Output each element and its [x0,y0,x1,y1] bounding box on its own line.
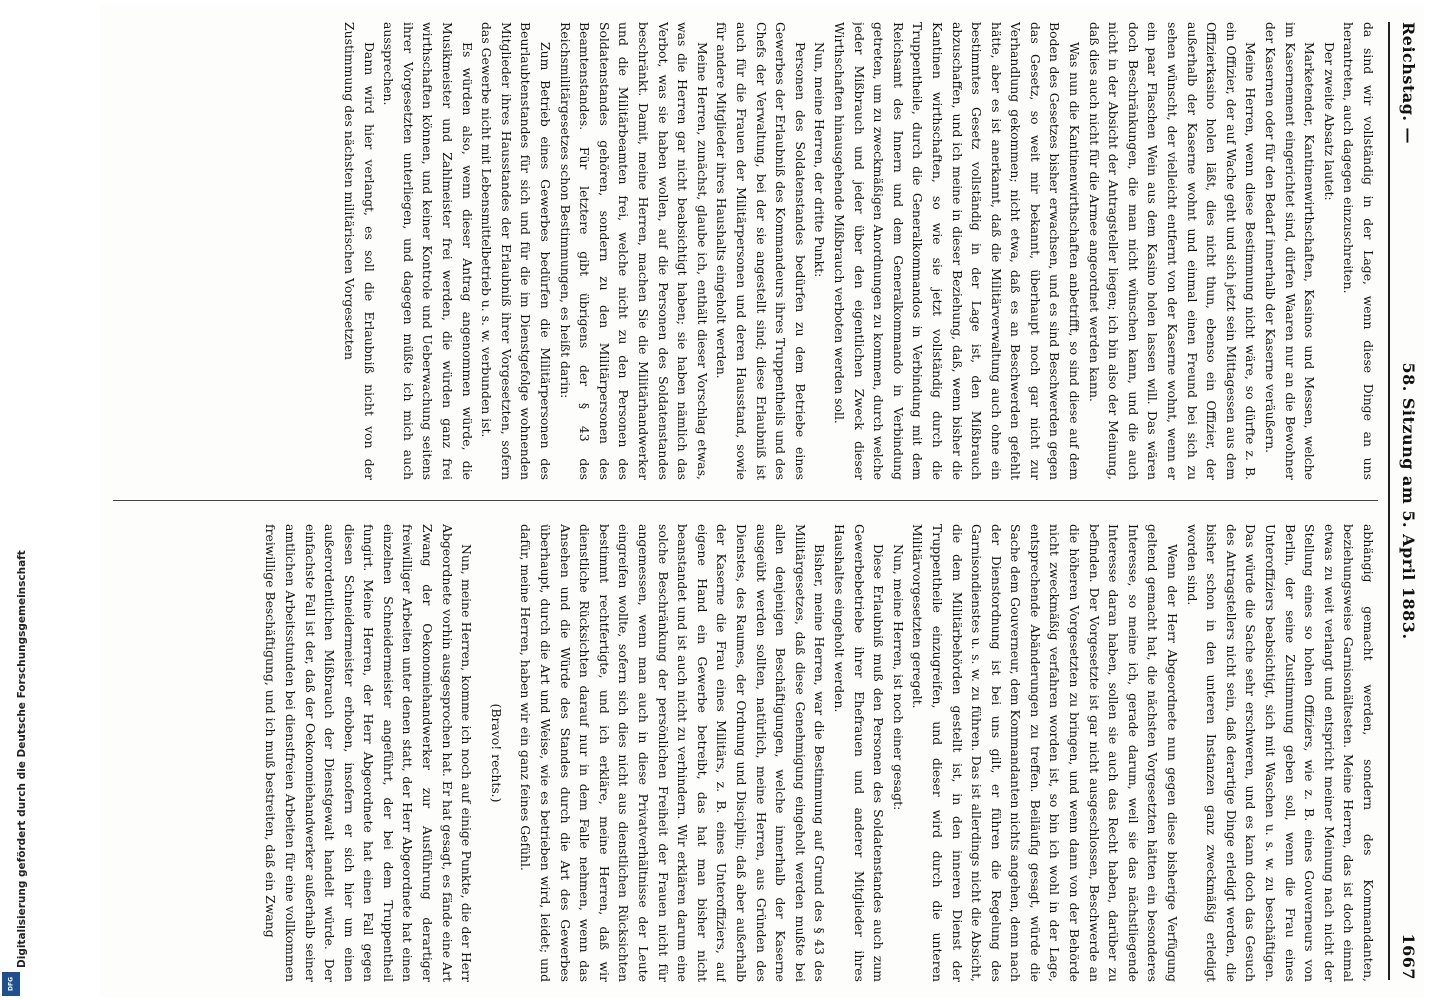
dfg-logo-icon: DFG [2,972,20,996]
paragraph: Meine Herren, wenn diese Bestimmung nicht wäre, so dürfte z. B. ein Offizier, der auf Wache geht und sich jetzt sein Mittagessen aus dem Offizierkasino holen läßt, dies nicht thun, ebenso ein Offizier, der außerhalb der Kaserne wohnt und einmal einen Freund bei sich zu sehen wünscht, der vielleicht entfernt von der Kaserne wohnt, wenn er ein paar Flaschen Wein aus dem Kasino holen lassen will. Das wären doch Beschränkungen, die man nicht wünschen kann, und die auch nicht in der Absicht der Antragsteller liegen; ich bin also der Meinung, daß dies auch nicht für die Armee angeordnet werden kann. [1086,22,1259,480]
page-number: 1667 [1399,933,1418,980]
paragraph: Bisher, meine Herren, war die Bestimmung auf Grund des § 43 des Militärgesetzes, daß diese Genehmigung eingeholt werden mußte bei allen denjenigen Beschäftigungen, welche innerhalb der Kaserne ausgeübt werden sollten, natürlich, meine Herren, aus Gründen des Dienstes, des Raumes, der Ordnung und Disciplin; daß aber außerhalb der Kaserne die Frau eines Militärs, z. B. eines Unteroffiziers, auf eigene Hand ein Gewerbe betreibt, das hat man bisher nicht beanstandet und ist auch nicht zu verhindern. Wir erklären darum eine solche Beschränkung der persönlichen Freiheit der Frauen nicht für angemessen, wenn man auch in diese Privatverhältnisse der Leute eingreifen wollte, sofern sich dies nicht aus dienstlichen Rücksichten bestimmt rechtfertigte, und ich erkläre, meine Herren, daß wir dienstliche Rücksichten darauf nur in dem Falle nehmen, wenn das Ansehen und die Würde des Standes durch die Art des Gewerbes überhaupt, durch die Art und Weise, wie es betrieben wird, leidet; und dafür, meine Herren, haben wir ein ganz feines Gefühl. [518,524,828,982]
paragraph: (Bravo! rechts.) [488,703,504,803]
paragraph: da sind wir vollständig in der Lage, wenn diese Dinge an uns herantreten, auch dagegen einzuschreiten. [1341,22,1376,480]
page-header [1394,22,1418,980]
paragraph: Der zweite Absatz lautet: [1321,42,1337,201]
paragraph: Nun, meine Herren, der dritte Punkt: [812,42,828,278]
paragraph: Wenn der Herr Abgeordnete nun gegen diese bisherige Verfügung geltend gemacht hat, die nächsten Vorgesetzten hätten ein besonderes Interesse, so meine ich, gerade darum, weil sie das nächstliegende Interesse daran haben, sollen sie auch das Recht haben, darüber zu befinden. Der Vorgesetzte ist gar nicht ausgeschlossen, Beschwerde an die höheren Vorgesetzten zu bringen, und wenn dann von der Behörde nicht zweckmäßig verfahren worden ist, so bin ich wohl in der Lage, entsprechende Abänderungen zu treffen. Beiläufig gesagt, würde die Sache dem Gouverneur, dem Kommandanten nichts angehen, denn nach der Dienstordnung ist bei uns gilt, er führen die Regelung des Garnisondienstes u. s. w. zu führen. Das ist allerdings nicht die Absicht, die dem Militärbehörden gestellt ist, in den inneren Dienst der Truppentheile einzugreifen, und dieser wird durch die unteren Militärvorgesetzten geregelt. [910,524,1181,982]
paragraph: Nun, meine Herren, ist noch einer gesagt: [890,544,906,811]
header-title: 58. Sitzung am 5. April 1883. [1399,362,1418,640]
paragraph: Nun, meine Herren, komme ich noch auf einige Punkte, die der Herr Abgeordnete vorhin ausgesprochen hat. Er hat gesagt, es fände eine Art Zwang der Oekonomiehandwerker zur Ausführung derartiger freiwilliger Arbeiten unter denen statt, der Herr Abgeordnete hat einen einzelnen Schneidermeister angeführt, der bei dem Truppentheil fungirt. Meine Herren, der Herr Abgeordnete hat einen Fall gegen diesen Schneidermeister erhoben, insofern er sich hier um einen außerordentlichen Mißbrauch der Dienstgewalt handelt würde. Der einfachste Fall ist der, daß der Oekonomiehandwerker außerhalb seiner amtlichen Arbeitsstunden bei dienstfreien Arbeiten für eine vollkommen freiwillige Beschäftigung, und ich muß bestreiten, daß ein Zwang [263,524,475,982]
left-column [113,22,1378,480]
paragraph: Dann wird hier verlangt, es soll die Erlaubniß nicht von der Zustimmung des nächsten militärischen Vorgesetzten [342,22,377,480]
header-left: Reichstag. — [1399,22,1418,145]
header-rule [1388,22,1390,980]
scanned-page [100,4,1424,998]
paragraph: Was nun die Kantinenwirthschaften anbetrifft, so sind diese auf dem Boden des Gesetzes bisher erwachsen, und es sind Beschwerden gegen das Gesetz, so weit mir bekannt, überhaupt noch gar nicht zur Verhandlung gekommen; nicht etwa, daß es an Beschwerden gefehlt hätte, aber es ist anerkannt, daß die Militärverwaltung auch ohne ein bestimmtes Gesetz vollständig in der Lage ist, den Mißbrauch abzuschaffen, und ich meine in dieser Beziehung, daß, wenn bisher die Kantinen wirthschaften, so wie sie jetzt vollständig durch die Truppentheile, durch die Generalkommandos in Verbindung mit dem Reichsamt des Innern und dem Generalkommando in Verbindung getreten, um zu zweckmäßigen Anordnungen zu kommen, durch welche jeder Mißbrauch und jeder über den eigentlichen Zweck dieser Wirthschaften hinausgehende Mißbrauch verboten werden soll. [831,22,1083,480]
paragraph: Zum Betrieb eines Gewerbes bedürfen die Militärpersonen des Beurlaubtenstandes für sich und für die im Dienstgefolge wohnenden Mitglieder ihres Hausstandes der Erlaubniß ihrer Vorgesetzten, sofern das Gewerbe nicht mit Lebensmittelbetrieb u. s. w. verbunden ist. [479,22,554,480]
paragraph: Meine Herren, zunächst, glaube ich, enthält dieser Vorschlag etwas, was die Herren gar nicht beabsichtigt haben; sie haben nämlich das Verbot, was sie haben wollen, auf die Personen des Soldatenstandes beschränkt. Damit, meine Herren, machen Sie die Militärhandwerker und die Militärbeamten frei, welche nicht zu den Personen des Soldatenstandes gehören, sondern zu den Militärpersonen des Beamtenstandes. Für letztere gibt übrigens der § 43 des Reichsmilitärgesetzes schon Bestimmungen, es heißt darin: [557,22,710,480]
digitization-strip [0,0,28,1000]
paragraph: Marketender, Kantinenwirthschaften, Kasinos und Messen, welche im Kasernement eingerichtet sind, dürfen Waaren nur an die Bewohner der Kasernen oder für den Bedarf innerhalb der Kaserne veräußern. [1263,22,1318,480]
column-divider [113,500,1378,501]
paragraph: abhängig gemacht werden, sondern des Kommandanten, beziehungsweise Garnisonältesten. Meine Herren, das ist doch einmal etwas zu weit verlangt und entspricht meiner Meinung nach nicht der Stellung eines so hohen Offiziers, wie z. B. eines Gouverneurs von Berlin, der seine Zustimmung geben soll, wenn die Frau eines Unteroffiziers beabsichtigt, sich mit Waschen u. s. w. zu beschäftigen. Das würde die Sache sehr erschweren, und es kann doch das Gesuch des Antragstellers nicht sein, daß derartige Dinge erledigt werden, die bisher schon in den unteren Instanzen ganz zweckmäßig erledigt worden sind. [1184,524,1376,982]
paragraph: Es würden also, wenn dieser Antrag angenommen würde, die Musikmeister und Zahlmeister frei werden, die würden ganz frei wirthschaften können, und keiner Kontrole und Ueberwachung seitens ihrer Vorgesetzten unterliegen, und dagegen müßte ich mich auch aussprechen. [381,22,475,480]
paragraph: Personen des Soldatenstandes bedürfen zu dem Betriebe eines Gewerbes der Erlaubniß des Kommandeurs ihres Truppentheils und des Chefs der Verwaltung, bei der sie angestellt sind; diese Erlaubniß ist auch für die Frauen der Militärpersonen und deren Hausstand, sowie für andere Mitglieder ihres Haushalts eingeholt werden. [714,22,808,480]
right-column [113,524,1378,982]
paragraph: Diese Erlaubniß muß den Personen des Soldatenstandes auch zum Gewerbebetriebe ihrer Ehefrauen und anderer Mitglieder ihres Haushaltes eingeholt werden. [831,524,887,982]
digitization-notice: Digitalisierung gefördert durch die Deutsche Forschungsgemeinschaft [16,550,28,968]
